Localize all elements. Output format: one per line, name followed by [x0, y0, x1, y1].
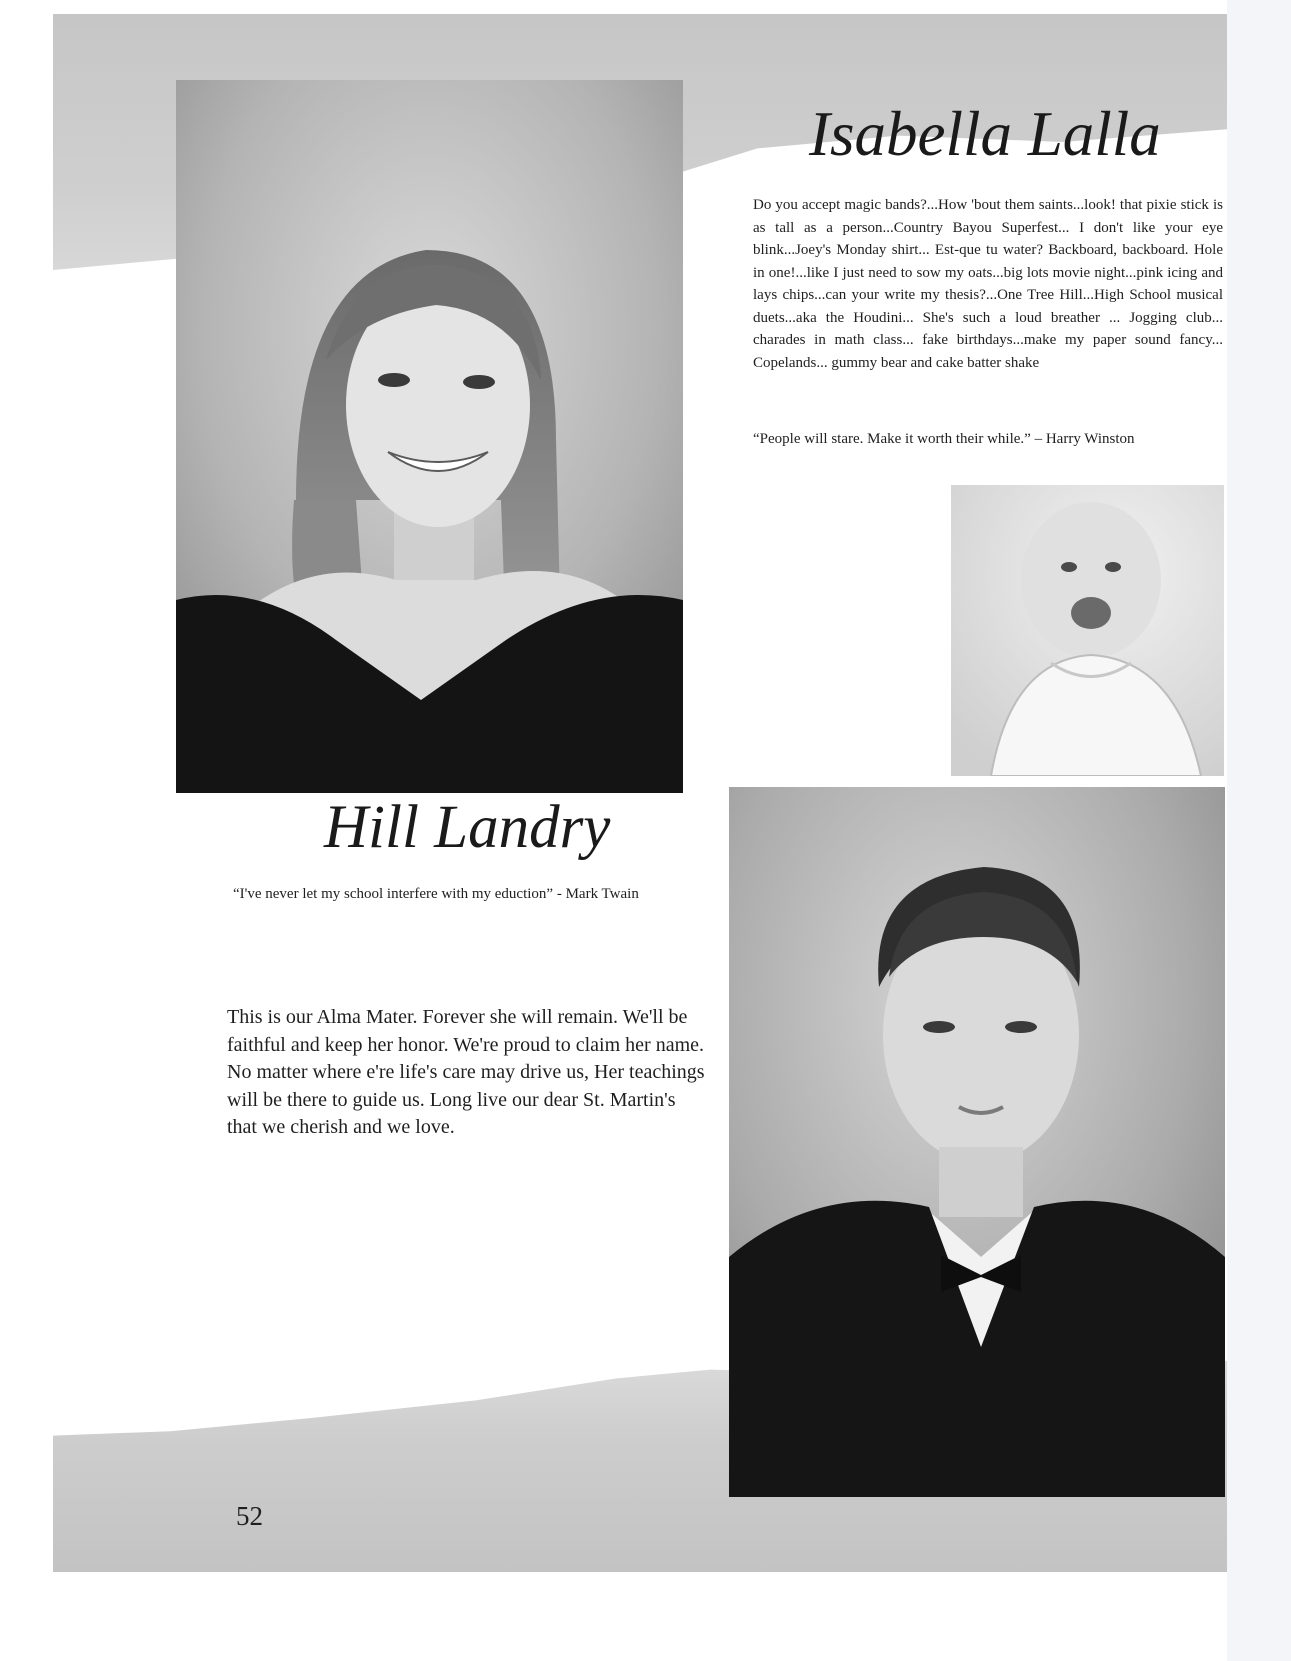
page-number: 52	[236, 1501, 263, 1531]
student-name-hill: Hill Landry	[324, 794, 611, 861]
baby-photo	[951, 485, 1224, 776]
senior-portrait-isabella	[176, 80, 683, 793]
scan-background	[1227, 0, 1291, 1661]
student-name-isabella: Isabella Lalla	[809, 99, 1161, 169]
senior-portrait-hill	[729, 787, 1225, 1497]
alma-mater-message: This is our Alma Mater. Forever she will remain. We'll be faithful and keep her honor. We're proud to claim her name. No matter where e're life's care may drive us, Her teachings will be there to guide us. Long live our dear St. Martin's that we cherish and we love.	[227, 1006, 705, 1138]
yearbook-page	[53, 14, 1227, 1572]
student-quote-hill: “I've never let my school interfere with my eduction” - Mark Twain	[233, 886, 639, 902]
student-quote-isabella: “People will stare. Make it worth their while.” – Harry Winston	[753, 431, 1135, 447]
student-bio-isabella: Do you accept magic bands?...How 'bout them saints...look! that pixie stick is as tall as a person...Country Bayou Superfest... I don't like your eye blink...Joey's Monday shirt... Est-que tu water? Backboard, backboard. Hole in one!...like I just need to sow my oats...big lots movie night...pink icing and lays chips...can your write my thesis?...One Tree Hill...High School musical duets...aka the Houdini... She's such a loud breather ... Jogging club... charades in math class... fake birthdays...make my paper sound fancy... Copelands... gummy bear and cake batter shake	[753, 197, 1223, 371]
